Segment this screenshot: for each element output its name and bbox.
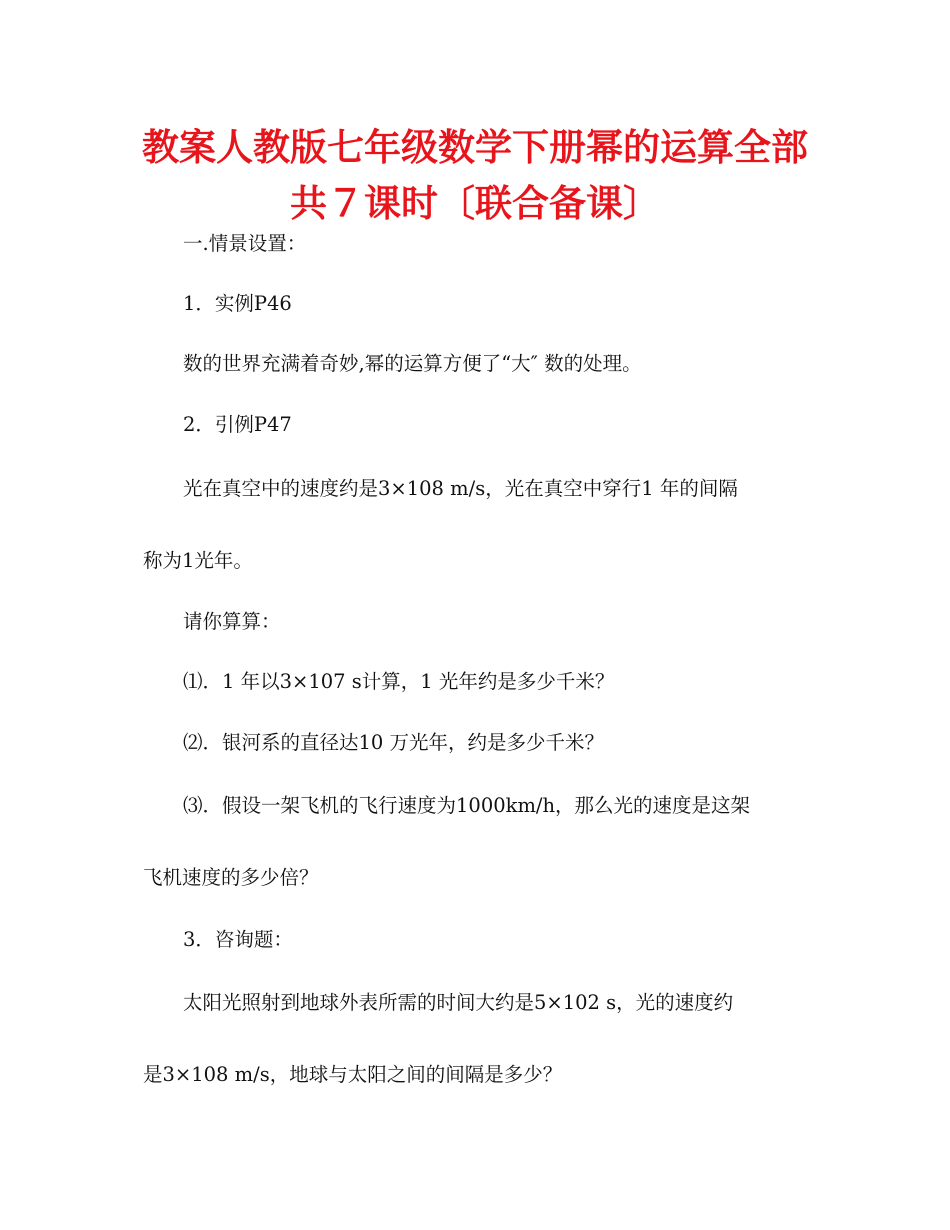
document-title (120, 120, 830, 232)
section-heading-scenario: 一.情景设置： (183, 232, 307, 255)
question-1: ⑴．1 年以3×107 s计算，1 光年约是多少千米？ (183, 670, 615, 693)
list-item-example: 1．实例P46 (183, 292, 292, 315)
list-item-problem: 3．咨询题： (183, 928, 293, 951)
question-2: ⑵．银河系的直径达10 万光年，约是多少千米？ (183, 731, 605, 754)
paragraph-prompt: 请你算算： (183, 610, 281, 633)
paragraph-light-speed-cont: 称为1光年。 (143, 549, 253, 572)
paragraph-light-speed: 光在真空中的速度约是3×108 m/s，光在真空中穿行1 年的间隔 (183, 477, 738, 500)
title-line-1: 教案人教版七年级数学下册幂的运算全部 (142, 126, 808, 169)
paragraph-sunlight-cont: 是3×108 m/s，地球与太阳之间的间隔是多少？ (143, 1063, 563, 1086)
paragraph-intro: 数的世界充满着奇妙,幂的运算方便了“大″ 数的处理。 (183, 352, 642, 375)
paragraph-sunlight: 太阳光照射到地球外表所需的时间大约是5×102 s，光的速度约 (183, 991, 734, 1014)
list-item-lead-example: 2．引例P47 (183, 413, 292, 436)
title-line-2: 共７课时〔联合备课〕 (290, 182, 660, 225)
question-3: ⑶．假设一架飞机的飞行速度为1000km/h，那么光的速度是这架 (183, 794, 751, 817)
question-3-cont: 飞机速度的多少倍？ (143, 866, 319, 889)
